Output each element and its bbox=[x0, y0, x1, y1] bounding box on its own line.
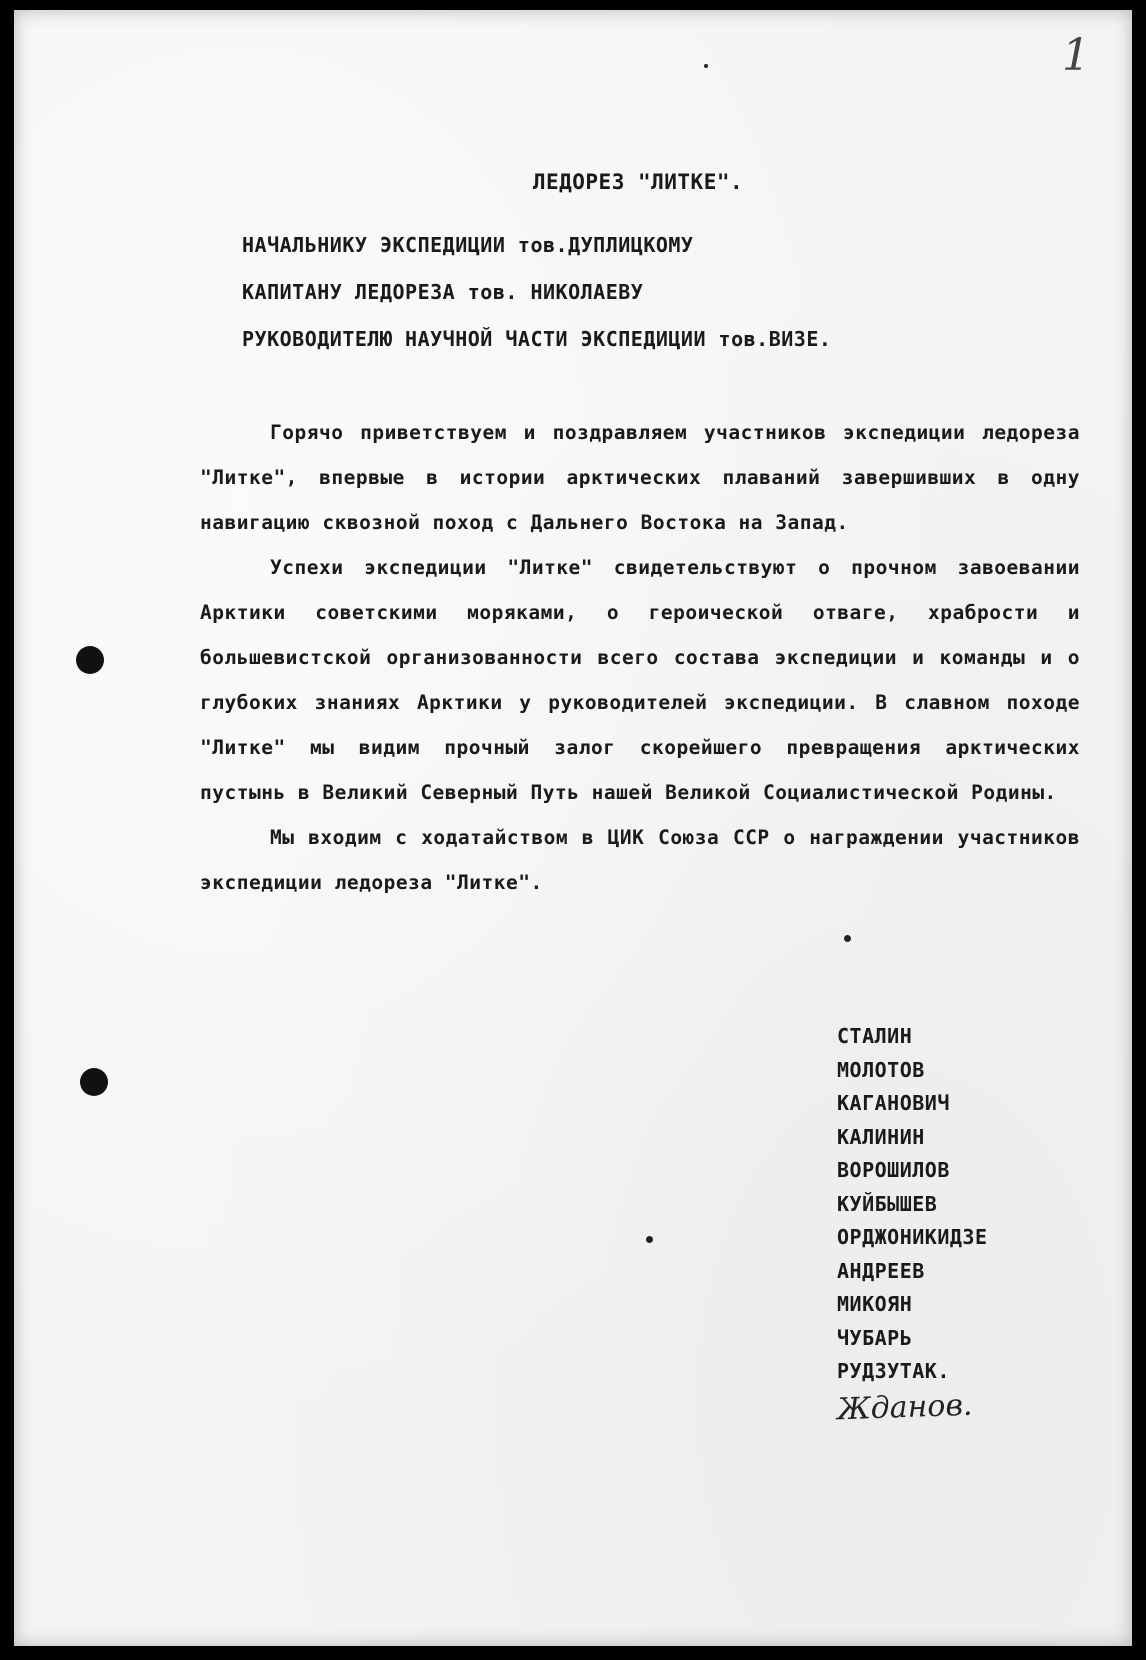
body-paragraph: Успехи экспедиции "Литке" свидетельствуют о прочном завоевании Арктики советскими моряками, о героической отваге, храбрости и большевистской организованности всего состава экспедиции и команды и о глубоких знаниях Арктики у руководителей экспедиции. В славном походе "Литке" мы видим прочный залог скорейшего превращения арктических пустынь в Великий Северный Путь нашей Великой Социалистической Родины. bbox=[200, 556, 1080, 804]
punch-hole bbox=[76, 646, 104, 674]
ink-speck bbox=[646, 1236, 653, 1243]
document-page bbox=[14, 10, 1132, 1646]
ink-speck bbox=[844, 935, 851, 942]
signatory-name: ОРДЖОНИКИДЗЕ bbox=[837, 1225, 988, 1249]
page-number: 1 bbox=[1062, 30, 1090, 81]
addressee-line: НАЧАЛЬНИКУ ЭКСПЕДИЦИИ тов.ДУПЛИЦКОМУ bbox=[242, 233, 694, 257]
addressee-block bbox=[242, 222, 1102, 363]
signatory-name: МИКОЯН bbox=[837, 1292, 913, 1316]
addressee-line: РУКОВОДИТЕЛЮ НАУЧНОЙ ЧАСТИ ЭКСПЕДИЦИИ тов.ВИЗЕ. bbox=[242, 327, 832, 351]
signatory-name: СТАЛИН bbox=[837, 1024, 913, 1048]
signature-list bbox=[837, 1020, 988, 1389]
signatory-name: РУДЗУТАК. bbox=[837, 1359, 950, 1383]
message-body bbox=[200, 410, 1080, 905]
ink-speck bbox=[704, 64, 708, 68]
addressee-line: КАПИТАНУ ЛЕДОРЕЗА тов. НИКОЛАЕВУ bbox=[242, 280, 644, 304]
signatory-name: КАЛИНИН bbox=[837, 1124, 925, 1149]
punch-hole bbox=[80, 1068, 108, 1096]
signatory-name: КУЙБЫШЕВ bbox=[837, 1191, 938, 1216]
body-paragraph: Горячо приветствуем и поздравляем участников экспедиции ледореза "Литке", впервые в истории арктических плаваний завершивших в одну навигацию сквозной поход с Дальнего Востока на Запад. bbox=[200, 421, 1080, 534]
signatory-name: МОЛОТОВ bbox=[837, 1057, 925, 1082]
body-paragraph: Мы входим с ходатайством в ЦИК Союза ССР о награждении участников экспедиции ледореза "Литке". bbox=[200, 826, 1080, 894]
signatory-name: АНДРЕЕВ bbox=[837, 1258, 925, 1283]
signatory-name: ЧУБАРЬ bbox=[837, 1325, 913, 1350]
signatory-name: КАГАНОВИЧ bbox=[837, 1091, 950, 1115]
document-title: ЛЕДОРЕЗ "ЛИТКЕ". bbox=[532, 170, 744, 194]
handwritten-signature: Жданов. bbox=[836, 1387, 974, 1428]
signatory-name: ВОРОШИЛОВ bbox=[837, 1158, 950, 1182]
